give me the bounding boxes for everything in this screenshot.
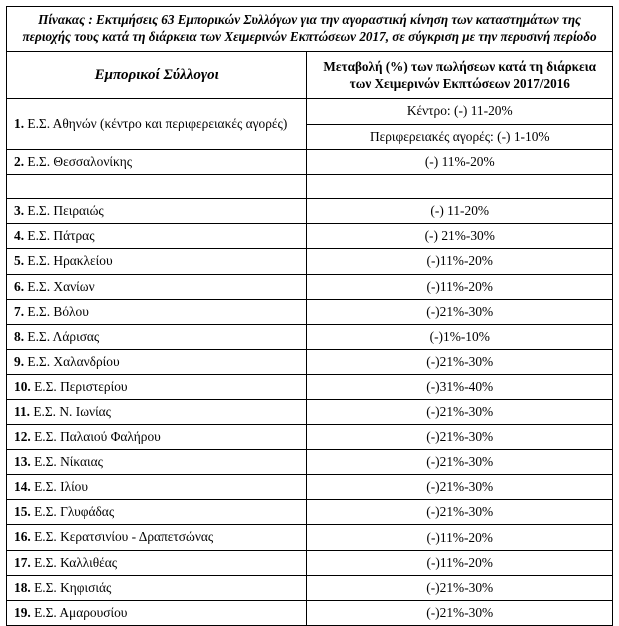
row-label-empty <box>7 175 307 199</box>
row-label-15 <box>7 500 307 525</box>
row-label-17 <box>7 550 307 575</box>
table-row <box>7 150 613 175</box>
row-name-4: Ε.Σ. Πάτρας <box>27 228 95 244</box>
row-number-10: 10. <box>14 378 31 394</box>
row-label-2 <box>7 150 307 175</box>
table-row <box>7 600 613 625</box>
row-value-17: (-)11%-20% <box>307 550 613 575</box>
row-name-16: Ε.Σ. Κερατσινίου - Δραπετσώνας <box>34 529 214 545</box>
table-row <box>7 99 613 125</box>
row-value-18: (-)21%-30% <box>307 575 613 600</box>
row-name-14: Ε.Σ. Ιλίου <box>34 479 89 495</box>
row-name-1: Ε.Σ. Αθηνών (κέντρο και περιφερειακές αγορές) <box>27 116 288 132</box>
row-label-1 <box>7 99 307 150</box>
row-label-5 <box>7 249 307 274</box>
table-row <box>7 249 613 274</box>
row-label-14 <box>7 475 307 500</box>
row-label-16 <box>7 525 307 550</box>
table-row <box>7 299 613 324</box>
row-label-6 <box>7 274 307 299</box>
row-number-1: 1. <box>14 116 25 132</box>
row-label-11 <box>7 400 307 425</box>
table-row <box>7 450 613 475</box>
row-number-13: 13. <box>14 454 31 470</box>
row-number-11: 11. <box>14 404 30 419</box>
row-value-4: (-) 21%-30% <box>307 224 613 249</box>
table-row <box>7 400 613 425</box>
row-value-10: (-)31%-40% <box>307 374 613 399</box>
row-number-3: 3. <box>14 203 25 219</box>
table-row <box>7 425 613 450</box>
row-name-17: Ε.Σ. Καλλιθέας <box>34 554 118 570</box>
table-row <box>7 575 613 600</box>
row-number-16: 16. <box>14 529 31 545</box>
table-title-row <box>7 7 613 52</box>
row-label-9 <box>7 349 307 374</box>
row-name-5: Ε.Σ. Ηρακλείου <box>27 253 113 269</box>
row-label-8 <box>7 324 307 349</box>
table-row <box>7 475 613 500</box>
commercial-associations-table <box>6 6 613 626</box>
row-name-19: Ε.Σ. Αμαρουσίου <box>34 604 128 620</box>
row-number-14: 14. <box>14 479 31 495</box>
header-associations: Εμπορικοί Σύλλογοι <box>7 51 307 98</box>
row-number-17: 17. <box>14 554 31 570</box>
row-name-15: Ε.Σ. Γλυφάδας <box>34 504 115 520</box>
table-title: Πίνακας : Εκτιμήσεις 63 Εμπορικών Συλλόγων για την αγοραστική κίνηση των καταστημάτων της περιοχής τους κατά τη διάρκεια των Χειμερινών Εκπτώσεων 2017, σε σύγκριση με την περυσινή περίοδο <box>7 7 613 52</box>
row-number-19: 19. <box>14 604 31 620</box>
row-number-2: 2. <box>14 154 25 170</box>
row-value-5: (-)11%-20% <box>307 249 613 274</box>
row-number-12: 12. <box>14 429 31 445</box>
row-value-1-peripheral: Περιφερειακές αγορές: (-) 1-10% <box>307 124 613 150</box>
table-row <box>7 199 613 224</box>
table-row <box>7 224 613 249</box>
table-row <box>7 500 613 525</box>
row-value-15: (-)21%-30% <box>307 500 613 525</box>
row-number-15: 15. <box>14 504 31 520</box>
row-number-9: 9. <box>14 353 25 369</box>
table-row <box>7 550 613 575</box>
row-value-8: (-)1%-10% <box>307 324 613 349</box>
row-name-7: Ε.Σ. Βόλου <box>27 303 89 319</box>
row-value-13: (-)21%-30% <box>307 450 613 475</box>
row-number-5: 5. <box>14 253 25 269</box>
row-name-10: Ε.Σ. Περιστερίου <box>34 378 128 394</box>
row-name-3: Ε.Σ. Πειραιώς <box>27 203 104 219</box>
table-row <box>7 374 613 399</box>
row-label-19 <box>7 600 307 625</box>
row-name-2: Ε.Σ. Θεσσαλονίκης <box>27 154 133 170</box>
row-value-1-center: Κέντρο: (-) 11-20% <box>307 99 613 125</box>
row-number-6: 6. <box>14 278 25 294</box>
table-row <box>7 274 613 299</box>
table-header-row <box>7 51 613 98</box>
header-sales-change: Μεταβολή (%) των πωλήσεων κατά τη διάρκεια των Χειμερινών Εκπτώσεων 2017/2016 <box>307 51 613 98</box>
row-name-11: Ε.Σ. Ν. Ιωνίας <box>33 404 111 419</box>
row-number-8: 8. <box>14 328 25 344</box>
row-name-9: Ε.Σ. Χαλανδρίου <box>27 353 120 369</box>
row-label-18 <box>7 575 307 600</box>
table-row-empty <box>7 175 613 199</box>
row-value-6: (-)11%-20% <box>307 274 613 299</box>
row-label-4 <box>7 224 307 249</box>
table-row <box>7 349 613 374</box>
row-value-11: (-)21%-30% <box>307 400 613 425</box>
row-value-3: (-) 11-20% <box>307 199 613 224</box>
row-value-16: (-)11%-20% <box>307 525 613 550</box>
row-label-10 <box>7 374 307 399</box>
row-value-14: (-)21%-30% <box>307 475 613 500</box>
row-name-18: Ε.Σ. Κηφισιάς <box>34 579 112 595</box>
row-number-7: 7. <box>14 303 25 319</box>
row-value-2: (-) 11%-20% <box>307 150 613 175</box>
table-row <box>7 525 613 550</box>
row-name-6: Ε.Σ. Χανίων <box>27 278 95 294</box>
row-label-7 <box>7 299 307 324</box>
document-page <box>0 6 619 620</box>
row-name-13: Ε.Σ. Νίκαιας <box>34 454 103 470</box>
row-value-empty <box>307 175 613 199</box>
row-value-19: (-)21%-30% <box>307 600 613 625</box>
row-value-7: (-)21%-30% <box>307 299 613 324</box>
row-name-8: Ε.Σ. Λάρισας <box>27 328 100 344</box>
row-value-12: (-)21%-30% <box>307 425 613 450</box>
row-name-12: Ε.Σ. Παλαιού Φαλήρου <box>34 429 161 445</box>
row-value-9: (-)21%-30% <box>307 349 613 374</box>
row-label-13 <box>7 450 307 475</box>
row-number-18: 18. <box>14 579 31 595</box>
row-number-4: 4. <box>14 228 25 244</box>
row-label-3 <box>7 199 307 224</box>
row-label-12 <box>7 425 307 450</box>
table-row <box>7 324 613 349</box>
